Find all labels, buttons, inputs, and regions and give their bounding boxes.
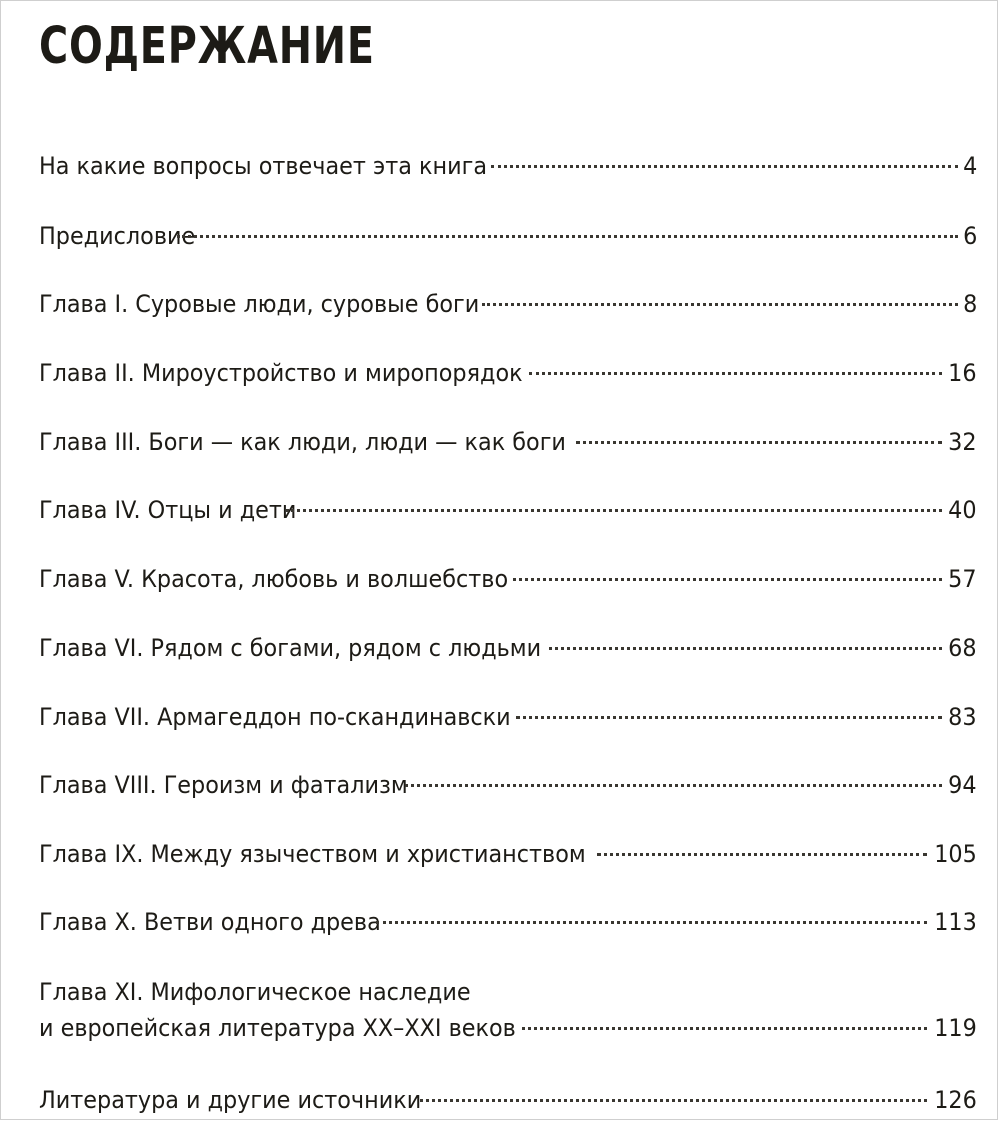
entry-page-number: 8 bbox=[962, 290, 977, 318]
toc-entry bbox=[39, 286, 977, 322]
toc-entry bbox=[39, 836, 977, 872]
entry-title: Глава IX. Между язычеством и христианством bbox=[39, 840, 586, 868]
toc-entry bbox=[39, 630, 977, 666]
dot-leader bbox=[516, 716, 942, 719]
dot-leader bbox=[405, 784, 942, 787]
toc-entry bbox=[39, 904, 977, 940]
toc-entry-multiline bbox=[39, 974, 977, 1046]
toc-entry bbox=[39, 424, 977, 460]
entry-page-number: 68 bbox=[948, 634, 977, 662]
toc-entry bbox=[39, 561, 977, 597]
entry-title: Глава I. Суровые люди, суровые боги bbox=[39, 290, 480, 318]
entry-title: На какие вопросы отвечает эта книга bbox=[39, 152, 487, 180]
entry-page-number: 40 bbox=[948, 496, 977, 524]
entry-title-line-1: Глава XI. Мифологическое наследие bbox=[39, 978, 471, 1006]
toc-entry bbox=[39, 1082, 977, 1118]
dot-leader bbox=[549, 647, 943, 650]
entry-title: Глава IV. Отцы и дети bbox=[39, 496, 297, 524]
entry-title: Глава X. Ветви одного древа bbox=[39, 908, 381, 936]
dot-leader bbox=[513, 578, 942, 581]
dot-leader bbox=[597, 853, 927, 856]
dot-leader bbox=[482, 303, 957, 306]
toc-entry bbox=[39, 767, 977, 803]
dot-leader bbox=[286, 509, 943, 512]
toc-entry bbox=[39, 218, 977, 254]
dot-leader bbox=[177, 235, 958, 238]
entry-title: Предисловие bbox=[39, 222, 196, 250]
toc-entry bbox=[39, 355, 977, 391]
entry-title: Литература и другие источники bbox=[39, 1086, 422, 1114]
dot-leader bbox=[491, 165, 958, 168]
entry-title: Глава VII. Армагеддон по-скандинавски bbox=[39, 703, 511, 731]
entry-title: Глава VI. Рядом с богами, рядом с людьми bbox=[39, 634, 542, 662]
entry-page-number: 16 bbox=[948, 359, 977, 387]
entry-title-line-2: и европейская литература XX–XXI веков bbox=[39, 1014, 516, 1042]
entry-title: Глава V. Красота, любовь и волшебство bbox=[39, 565, 509, 593]
entry-title: Глава II. Мироустройство и миропорядок bbox=[39, 359, 523, 387]
entry-page-number: 113 bbox=[934, 908, 977, 936]
entry-title: Глава III. Боги — как люди, люди — как боги bbox=[39, 428, 566, 456]
dot-leader bbox=[529, 372, 942, 375]
entry-page-number: 126 bbox=[934, 1086, 977, 1114]
toc-entry bbox=[39, 492, 977, 528]
entry-page-number: 94 bbox=[948, 771, 977, 799]
entry-page-number: 119 bbox=[934, 1014, 977, 1042]
entry-page-number: 32 bbox=[948, 428, 977, 456]
entry-page-number: 4 bbox=[962, 152, 977, 180]
entry-title: Глава VIII. Героизм и фатализм bbox=[39, 771, 408, 799]
page-title: СОДЕРЖАНИЕ bbox=[39, 17, 375, 76]
dot-leader bbox=[376, 921, 927, 924]
entry-page-number: 57 bbox=[948, 565, 977, 593]
entry-page-number: 83 bbox=[948, 703, 977, 731]
dot-leader bbox=[576, 441, 943, 444]
dot-leader bbox=[522, 1027, 928, 1030]
toc-entry bbox=[39, 699, 977, 735]
toc-entry bbox=[39, 148, 977, 184]
entry-page-number: 6 bbox=[962, 222, 977, 250]
entry-page-number: 105 bbox=[934, 840, 977, 868]
dot-leader bbox=[420, 1099, 927, 1102]
